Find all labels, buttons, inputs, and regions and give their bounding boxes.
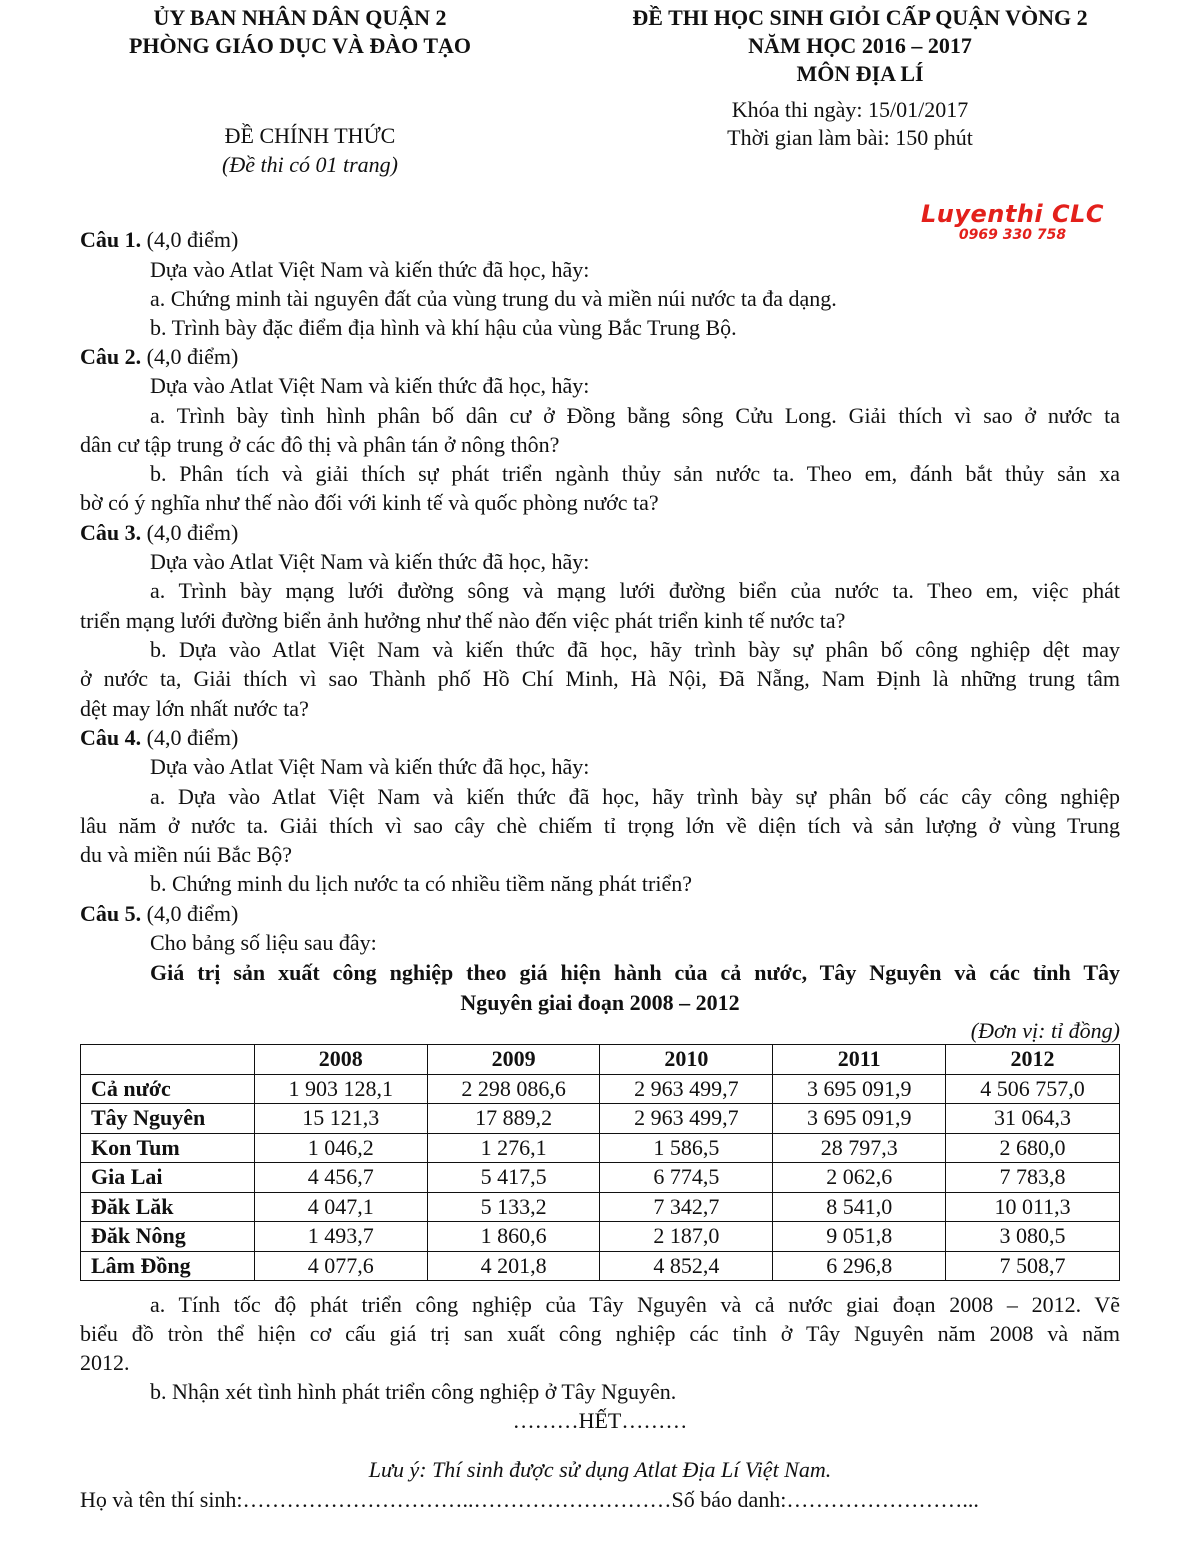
q3-part-a-line1: a. Trình bày mạng lưới đường sông và mạng lưới đường biển của nước ta. Theo em, việc phát xyxy=(150,578,1120,603)
q3-heading: Câu 3. (4,0 điểm) xyxy=(80,520,239,545)
q5-part-b: b. Nhận xét tình hình phát triển công nghiệp ở Tây Nguyên. xyxy=(150,1379,677,1404)
table-cell: 15 121,3 xyxy=(254,1104,427,1134)
table-title-line1: Giá trị sản xuất công nghiệp theo giá hiện hành của cả nước, Tây Nguyên và các tỉnh Tây xyxy=(150,960,1120,985)
q1-part-b: b. Trình bày đặc điểm địa hình và khí hậu của vùng Bắc Trung Bộ. xyxy=(150,315,737,340)
table-cell: 5 417,5 xyxy=(427,1163,600,1193)
table-cell: 28 797,3 xyxy=(773,1133,946,1163)
table-cell: 4 456,7 xyxy=(254,1163,427,1193)
q4-part-b: b. Chứng minh du lịch nước ta có nhiều tiềm năng phát triển? xyxy=(150,871,692,896)
issuer-block xyxy=(60,4,540,60)
table-header-cell: 2009 xyxy=(427,1045,600,1075)
table-cell: 1 046,2 xyxy=(254,1133,427,1163)
table-cell: 2 963 499,7 xyxy=(600,1074,773,1104)
table-header-cell: 2011 xyxy=(773,1045,946,1075)
table-cell: 5 133,2 xyxy=(427,1192,600,1222)
q1-intro: Dựa vào Atlat Việt Nam và kiến thức đã học, hãy: xyxy=(150,257,590,282)
table-row-label: Cả nước xyxy=(81,1074,255,1104)
table-row xyxy=(81,1163,1120,1193)
table-row xyxy=(81,1104,1120,1134)
q5-part-a-line2: biểu đồ tròn thể hiện cơ cấu giá trị san xuất công nghiệp các tỉnh ở Tây Nguyên năm 2008 và năm xyxy=(80,1321,1120,1346)
table-cell: 4 852,4 xyxy=(600,1251,773,1281)
issuer-district: ỦY BAN NHÂN DÂN QUẬN 2 xyxy=(153,5,447,30)
q4-heading: Câu 4. (4,0 điểm) xyxy=(80,725,239,750)
exam-duration: Thời gian làm bài: 150 phút xyxy=(727,125,973,150)
official-label: ĐỀ CHÍNH THỨC xyxy=(224,123,396,148)
table-row xyxy=(81,1192,1120,1222)
table-row-label: Lâm Đồng xyxy=(81,1251,255,1281)
table-row xyxy=(81,1251,1120,1281)
table-cell: 4 201,8 xyxy=(427,1251,600,1281)
table-cell: 2 187,0 xyxy=(600,1222,773,1252)
q2-part-b-line2: bờ có ý nghĩa như thế nào đối với kinh tế và quốc phòng nước ta? xyxy=(80,490,659,515)
table-row-label: Tây Nguyên xyxy=(81,1104,255,1134)
table-cell: 9 051,8 xyxy=(773,1222,946,1252)
table-cell: 1 903 128,1 xyxy=(254,1074,427,1104)
table-cell: 17 889,2 xyxy=(427,1104,600,1134)
q2-intro: Dựa vào Atlat Việt Nam và kiến thức đã học, hãy: xyxy=(150,373,590,398)
q5-intro: Cho bảng số liệu sau đây: xyxy=(150,930,377,955)
q2-part-b-line1: b. Phân tích và giải thích sự phát triển ngành thủy sản nước ta. Theo em, đánh bắt thủy sản xa xyxy=(150,461,1120,486)
table-cell: 6 296,8 xyxy=(773,1251,946,1281)
table-cell: 1 860,6 xyxy=(427,1222,600,1252)
table-row-label: Đăk Nông xyxy=(81,1222,255,1252)
table-cell: 2 963 499,7 xyxy=(600,1104,773,1134)
table-cell: 31 064,3 xyxy=(946,1104,1120,1134)
table-cell: 2 062,6 xyxy=(773,1163,946,1193)
table-row-label: Kon Tum xyxy=(81,1133,255,1163)
subject: MÔN ĐỊA LÍ xyxy=(796,61,924,86)
candidate-info-line: Họ và tên thí sinh:…………………………..………………………Số báo danh:……………………... xyxy=(80,1487,979,1512)
table-cell: 8 541,0 xyxy=(773,1192,946,1222)
official-block xyxy=(160,121,460,179)
q3-part-b-line1: b. Dựa vào Atlat Việt Nam và kiến thức đã học, hãy trình bày sự phân bố công nghiệp dệt may xyxy=(150,637,1120,662)
table-cell: 7 783,8 xyxy=(946,1163,1120,1193)
q4-part-a-line1: a. Dựa vào Atlat Việt Nam và kiến thức đã học, hãy trình bày sự phân bố các cây công nghiệp xyxy=(150,784,1120,809)
watermark-name: Luyenthi CLC xyxy=(920,200,1105,228)
table-header-cell: 2010 xyxy=(600,1045,773,1075)
table-cell: 7 342,7 xyxy=(600,1192,773,1222)
end-marker: ………HẾT……… xyxy=(512,1408,688,1433)
table-unit: (Đơn vị: tỉ đồng) xyxy=(970,1018,1120,1043)
issuer-department: PHÒNG GIÁO DỤC VÀ ĐÀO TẠO xyxy=(128,33,472,58)
exam-title: ĐỀ THI HỌC SINH GIỎI CẤP QUẬN VÒNG 2 xyxy=(632,5,1088,30)
table-header-cell xyxy=(81,1045,255,1075)
data-table xyxy=(80,1044,1120,1281)
table-cell: 2 680,0 xyxy=(946,1133,1120,1163)
q3-part-b-line2: ở nước ta, Giải thích vì sao Thành phố Hồ Chí Minh, Hà Nội, Đã Nẵng, Nam Định là những trung tâm xyxy=(80,666,1120,691)
q3-intro: Dựa vào Atlat Việt Nam và kiến thức đã học, hãy: xyxy=(150,549,590,574)
table-cell: 1 586,5 xyxy=(600,1133,773,1163)
table-cell: 2 298 086,6 xyxy=(427,1074,600,1104)
table-row-label: Đăk Lăk xyxy=(81,1192,255,1222)
table-row xyxy=(81,1222,1120,1252)
exam-date: Khóa thi ngày: 15/01/2017 xyxy=(731,97,969,122)
table-cell: 3 080,5 xyxy=(946,1222,1120,1252)
table-row xyxy=(81,1074,1120,1104)
table-cell: 10 011,3 xyxy=(946,1192,1120,1222)
exam-info xyxy=(690,96,1010,152)
table-row xyxy=(81,1133,1120,1163)
table-cell: 6 774,5 xyxy=(600,1163,773,1193)
table-cell: 1 493,7 xyxy=(254,1222,427,1252)
table-header-cell: 2008 xyxy=(254,1045,427,1075)
q1-heading: Câu 1. (4,0 điểm) xyxy=(80,227,239,252)
watermark-phone: 0969 330 758 xyxy=(958,227,1067,243)
school-year: NĂM HỌC 2016 – 2017 xyxy=(748,33,972,58)
table-cell: 3 695 091,9 xyxy=(773,1104,946,1134)
table-cell: 1 276,1 xyxy=(427,1133,600,1163)
table-row-label: Gia Lai xyxy=(81,1163,255,1193)
table-header-row xyxy=(81,1045,1120,1075)
atlas-note: Lưu ý: Thí sinh được sử dụng Atlat Địa Lí Việt Nam. xyxy=(368,1457,832,1482)
pages-note: (Đề thi có 01 trang) xyxy=(222,152,398,177)
q4-part-a-line2: lâu năm ở nước ta. Giải thích vì sao cây chè chiếm tỉ trọng lớn về diện tích và sản lượng ở vùng Trung xyxy=(80,813,1120,838)
table-cell: 4 506 757,0 xyxy=(946,1074,1120,1104)
table-cell: 4 047,1 xyxy=(254,1192,427,1222)
q3-part-a-line2: triển mạng lưới đường biển ảnh hưởng như thế nào đến việc phát triển kinh tế nước ta? xyxy=(80,608,846,633)
q2-part-a-line1: a. Trình bày tình hình phân bố dân cư ở Đồng bằng sông Cửu Long. Giải thích vì sao ở nước ta xyxy=(150,403,1120,428)
table-title-line2: Nguyên giai đoạn 2008 – 2012 xyxy=(460,990,740,1015)
q4-intro: Dựa vào Atlat Việt Nam và kiến thức đã học, hãy: xyxy=(150,754,590,779)
exam-title-block xyxy=(575,4,1145,88)
q2-heading: Câu 2. (4,0 điểm) xyxy=(80,344,239,369)
q5-part-a-line3: 2012. xyxy=(80,1350,130,1375)
table-header-cell: 2012 xyxy=(946,1045,1120,1075)
table-cell: 7 508,7 xyxy=(946,1251,1120,1281)
q4-part-a-line3: du và miền núi Bắc Bộ? xyxy=(80,842,293,867)
q5-part-a-line1: a. Tính tốc độ phát triển công nghiệp của Tây Nguyên và cả nước giai đoạn 2008 – 2012. Vẽ xyxy=(150,1292,1120,1317)
q3-part-b-line3: dệt may lớn nhất nước ta? xyxy=(80,696,309,721)
q5-heading: Câu 5. (4,0 điểm) xyxy=(80,901,239,926)
table-cell: 4 077,6 xyxy=(254,1251,427,1281)
table-cell: 3 695 091,9 xyxy=(773,1074,946,1104)
q2-part-a-line2: dân cư tập trung ở các đô thị và phân tán ở nông thôn? xyxy=(80,432,560,457)
q1-part-a: a. Chứng minh tài nguyên đất của vùng trung du và miền núi nước ta đa dạng. xyxy=(150,286,837,311)
